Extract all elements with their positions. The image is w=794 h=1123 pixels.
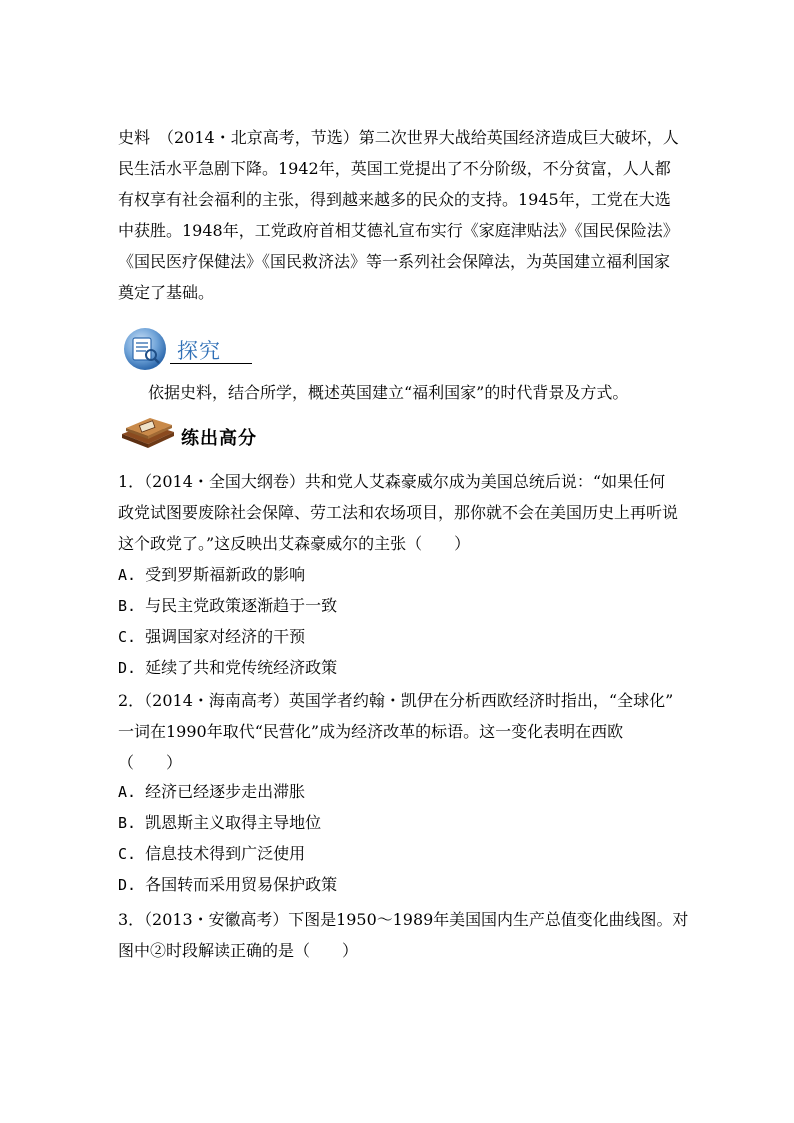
option-key: B. <box>118 597 137 615</box>
option-text: 经济已经逐步走出滞胀 <box>145 782 306 801</box>
option-key: C. <box>118 628 137 646</box>
question-stem-line: 3．（2013・安徽高考）下图是1950～1989年美国国内生产总值变化曲线图。对 <box>118 910 689 929</box>
shiliao-line: 《国民医疗保健法》《国民救济法》等一系列社会保障法，为英国建立福利国家 <box>118 252 671 271</box>
option-b <box>118 809 321 837</box>
question-stem-line: 这个政党了。”这反映出艾森豪威尔的主张（ ） <box>118 534 471 553</box>
tanjiu-underline <box>170 363 252 364</box>
tanjiu-question: 依据史料，结合所学，概述英国建立“福利国家”的时代背景及方式。 <box>148 383 629 402</box>
shiliao-line: 民生活水平急剧下降。1942年，英国工党提出了不分阶级，不分贫富，人人都 <box>118 159 671 178</box>
option-key: A. <box>118 783 137 801</box>
option-text: 强调国家对经济的干预 <box>145 627 306 646</box>
tanjiu-heading: 探究 <box>177 339 221 363</box>
option-key: C. <box>118 845 137 863</box>
option-text: 凯恩斯主义取得主导地位 <box>145 813 322 832</box>
lianchu-heading: 练出高分 <box>181 428 257 449</box>
option-text: 各国转而采用贸易保护政策 <box>145 875 338 894</box>
shiliao-line: 史料 （2014・北京高考，节选）第二次世界大战给英国经济造成巨大破坏，人 <box>118 128 679 147</box>
question-stem-line: 一词在1990年取代“民营化”成为经济改革的标语。这一变化表明在西欧 <box>118 722 624 741</box>
question-stem-line: （ ） <box>118 753 183 772</box>
shiliao-line: 奠定了基础。 <box>118 283 215 302</box>
option-c <box>118 623 305 651</box>
shiliao-line: 中获胜。1948年，工党政府首相艾德礼宣布实行《家庭津贴法》《国民保险法》 <box>118 221 679 240</box>
option-key: A. <box>118 566 137 584</box>
option-key: D. <box>118 876 137 894</box>
option-d <box>118 654 337 682</box>
question-stem-line: 2．（2014・海南高考）英国学者约翰・凯伊在分析西欧经济时指出，“全球化” <box>118 691 674 710</box>
option-d <box>118 871 337 899</box>
question-stem-line: 1．（2014・全国大纲卷）共和党人艾森豪威尔成为美国总统后说：“如果任何 <box>118 472 666 491</box>
option-c <box>118 840 305 868</box>
question-stem-line: 政党试图要废除社会保障、劳工法和农场项目，那你就不会在美国历史上再听说 <box>118 503 679 522</box>
option-text: 信息技术得到广泛使用 <box>145 844 306 863</box>
option-key: B. <box>118 814 137 832</box>
option-a <box>118 778 305 806</box>
option-text: 受到罗斯福新政的影响 <box>145 565 306 584</box>
document-badge-icon <box>122 326 172 376</box>
option-text: 延续了共和党传统经济政策 <box>145 658 338 677</box>
option-b <box>118 592 337 620</box>
option-a <box>118 561 305 589</box>
shiliao-line: 有权享有社会福利的主张，得到越来越多的民众的支持。1945年，工党在大选 <box>118 190 671 209</box>
book-stack-icon <box>118 414 178 454</box>
question-stem-line: 图中②时段解读正确的是（ ） <box>118 941 359 960</box>
option-key: D. <box>118 659 137 677</box>
option-text: 与民主党政策逐渐趋于一致 <box>145 596 338 615</box>
